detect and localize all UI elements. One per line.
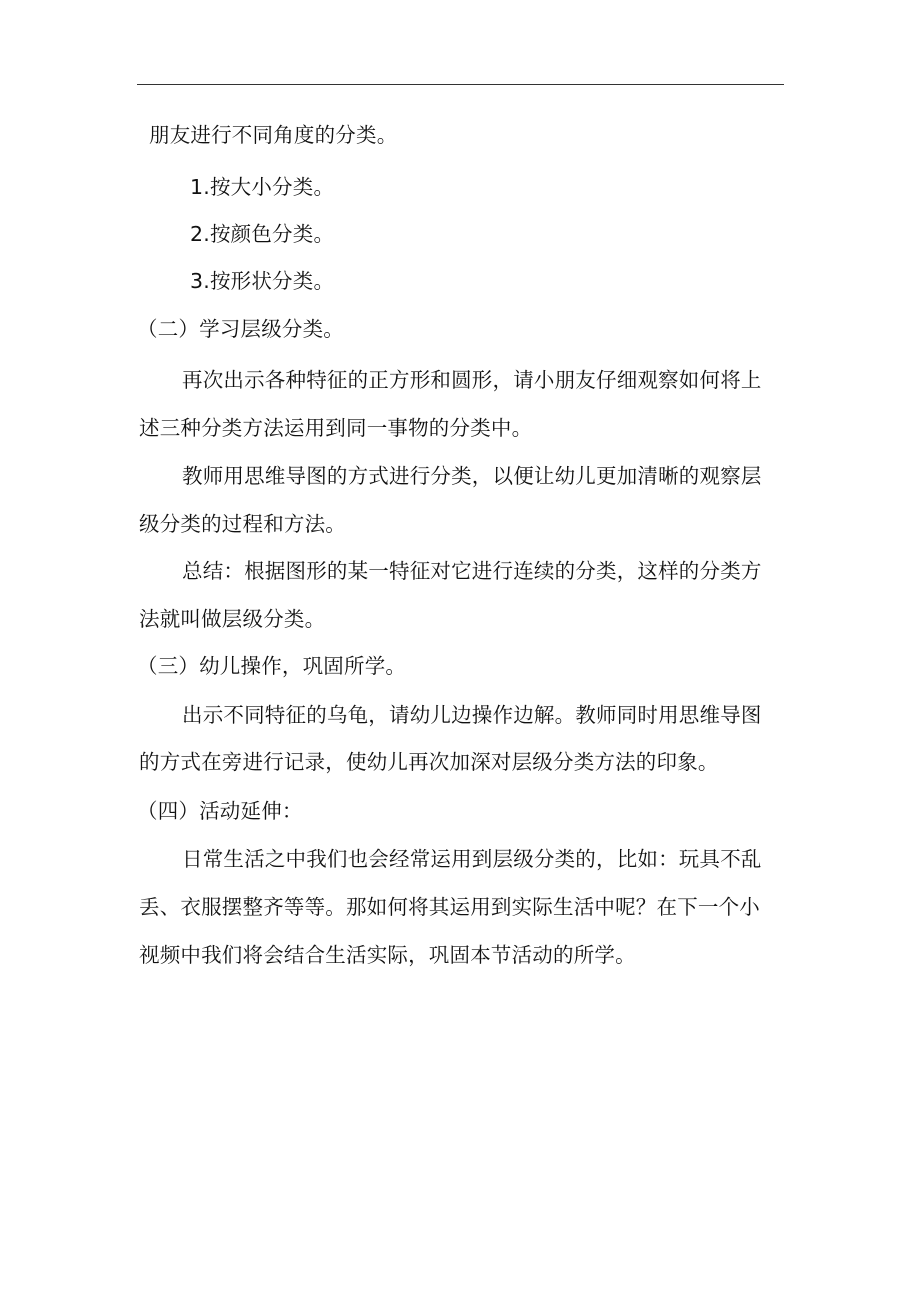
paragraph-line: 日常生活之中我们也会经常运用到层级分类的，比如：玩具不乱 [182, 847, 762, 871]
paragraph-line: 丢、衣服摆整齐等等。那如何将其运用到实际生活中呢？在下一个小 [139, 895, 760, 919]
paragraph-line: 总结：根据图形的某一特征对它进行连续的分类，这样的分类方 [182, 559, 762, 583]
section-heading: （三）幼儿操作，巩固所学。 [137, 654, 407, 678]
list-item: 1.按大小分类。 [190, 175, 335, 199]
header-rule [137, 84, 784, 85]
paragraph-line: 级分类的过程和方法。 [139, 512, 346, 536]
list-item: 2.按颜色分类。 [190, 222, 335, 246]
paragraph-line: 述三种分类方法运用到同一事物的分类中。 [139, 416, 533, 440]
section-heading: （二）学习层级分类。 [137, 317, 344, 341]
text-line: 朋友进行不同角度的分类。 [149, 123, 398, 147]
paragraph-line: 出示不同特征的乌龟，请幼儿边操作边解。教师同时用思维导图 [182, 703, 762, 727]
paragraph-line: 的方式在旁进行记录，使幼儿再次加深对层级分类方法的印象。 [139, 750, 719, 774]
section-heading: （四）活动延伸： [137, 799, 303, 823]
list-item: 3.按形状分类。 [190, 269, 335, 293]
paragraph-line: 视频中我们将会结合生活实际，巩固本节活动的所学。 [139, 943, 636, 967]
paragraph-line: 法就叫做层级分类。 [139, 607, 326, 631]
paragraph-line: 再次出示各种特征的正方形和圆形，请小朋友仔细观察如何将上 [182, 368, 762, 392]
paragraph-line: 教师用思维导图的方式进行分类，以便让幼儿更加清晰的观察层 [182, 464, 762, 488]
